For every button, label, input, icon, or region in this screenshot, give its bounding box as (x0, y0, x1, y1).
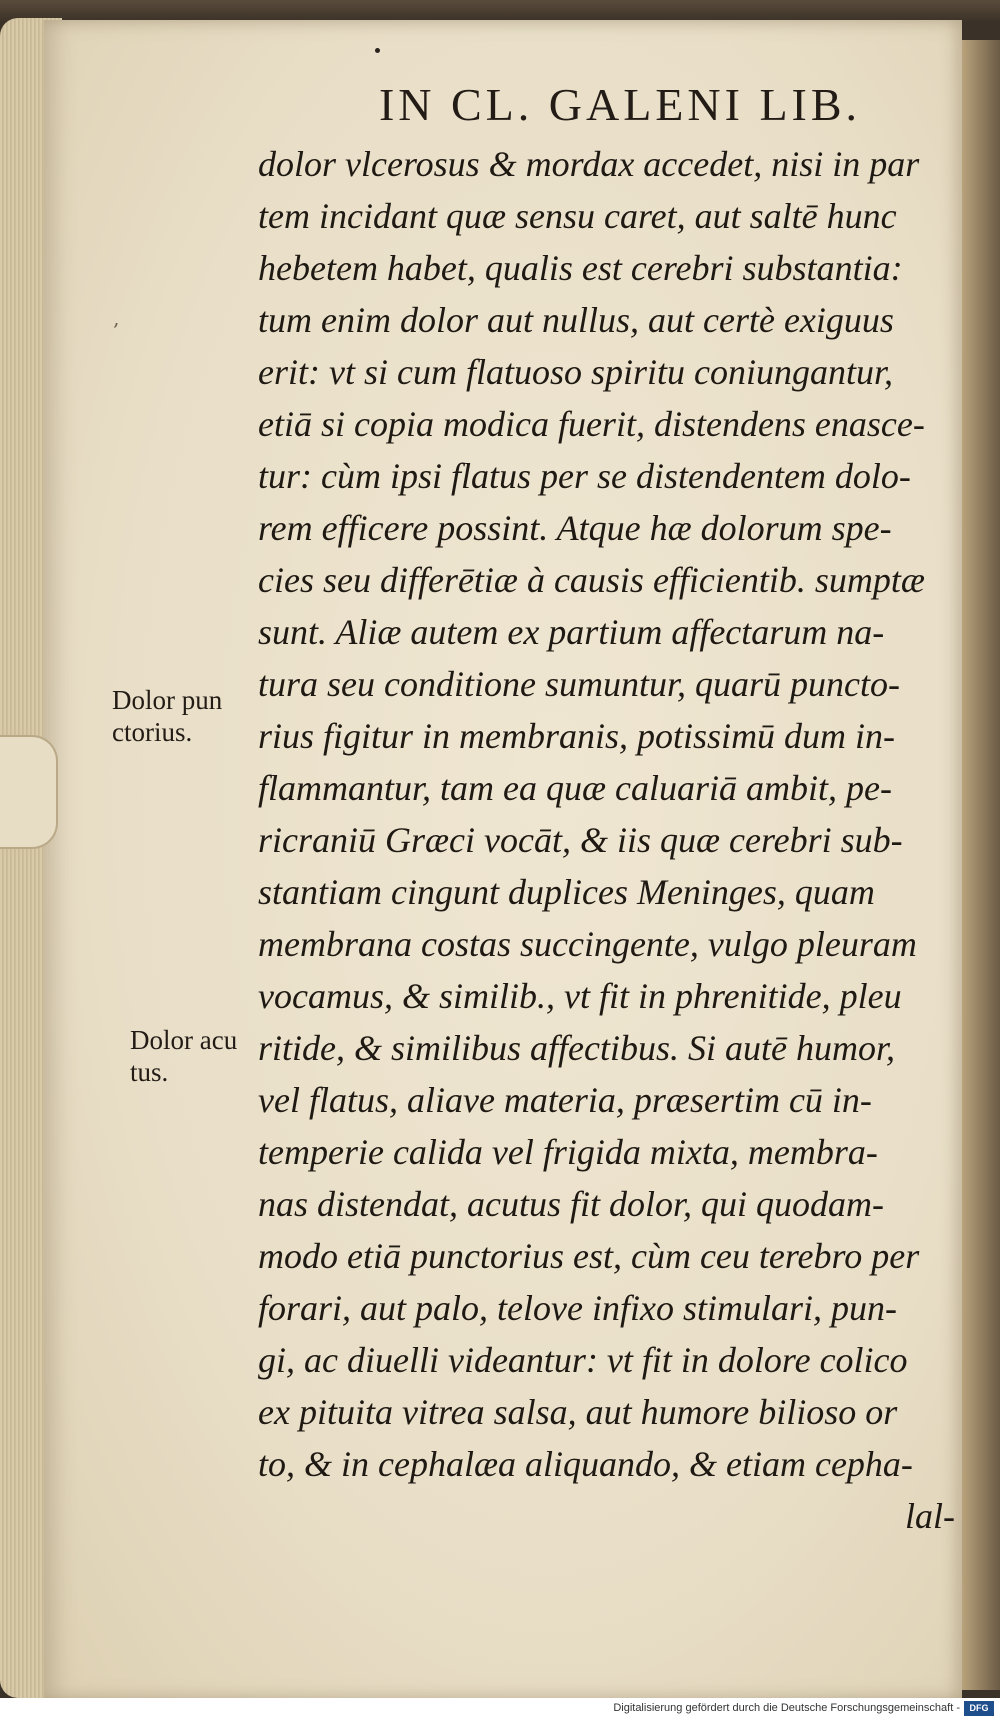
text-line: etiā si copia modica fuerit, distendens enasce- (258, 404, 925, 444)
text-line: erit: vt si cum flatuoso spiritu coniungantur, (258, 352, 893, 392)
text-line: cies seu differētiæ à causis efficientib. sumptæ (258, 560, 925, 600)
text-line: forari, aut palo, telove infixo stimulari, pun- (258, 1288, 897, 1328)
text-line: ritide, & similibus affectibus. Si autē humor, (258, 1028, 895, 1068)
text-line: vel flatus, aliave materia, præsertim cū in- (258, 1080, 872, 1120)
running-title: IN CL. GALENI LIB. (378, 79, 862, 130)
catchword: lal- (905, 1496, 955, 1536)
dfg-logo: DFG (964, 1701, 994, 1716)
text-line: ex pituita vitrea salsa, aut humore bilioso or (258, 1392, 898, 1432)
marginal-note-punctorius: Dolor pun ctorius. (112, 685, 223, 747)
text-line: modo etiā punctorius est, cùm ceu terebro per (258, 1236, 920, 1276)
footer-credit: Digitalisierung gefördert durch die Deutsche Forschungsgemeinschaft - (613, 1702, 960, 1714)
text-line: nas distendat, acutus fit dolor, qui quodam- (258, 1184, 885, 1224)
body-text (258, 138, 963, 1542)
text-line: membrana costas succingente, vulgo pleuram (258, 924, 917, 964)
book-clasp (0, 735, 58, 849)
text-line: to, & in cephalæa aliquando, & etiam cepha- (258, 1444, 913, 1484)
bleed-mark: ‚ (113, 306, 120, 330)
digitization-footer (0, 1698, 1000, 1728)
text-line: sunt. Aliæ autem ex partium affectarum na- (258, 612, 885, 652)
text-line: dolor vlcerosus & mordax accedet, nisi in par (258, 144, 920, 184)
ink-dot (375, 48, 380, 53)
marginal-note-acutus: Dolor acu tus. (130, 1025, 238, 1087)
text-line: ricraniū Græci vocāt, & iis quæ cerebri sub- (258, 820, 903, 860)
text-line: temperie calida vel frigida mixta, membra- (258, 1132, 878, 1172)
text-line: rem efficere possint. Atque hæ dolorum spe- (258, 508, 892, 548)
text-line: vocamus, & similib., vt fit in phrenitide, pleu (258, 976, 902, 1016)
text-line: rius figitur in membranis, potissimū dum in- (258, 716, 896, 756)
text-line: tum enim dolor aut nullus, aut certè exiguus (258, 300, 894, 340)
text-line: tura seu conditione sumuntur, quarū puncto- (258, 664, 900, 704)
text-line: tem incidant quæ sensu caret, aut saltē hunc (258, 196, 897, 236)
book-top-edge (0, 0, 1000, 22)
book-right-edge (962, 40, 1000, 1690)
text-line: stantiam cingunt duplices Meninges, quam (258, 872, 875, 912)
text-line: tur: cùm ipsi flatus per se distendentem dolo- (258, 456, 911, 496)
text-line: hebetem habet, qualis est cerebri substantia: (258, 248, 903, 288)
text-line: flammantur, tam ea quæ caluariā ambit, pe- (258, 768, 892, 808)
text-line: gi, ac diuelli videantur: vt fit in dolore colico (258, 1340, 908, 1380)
